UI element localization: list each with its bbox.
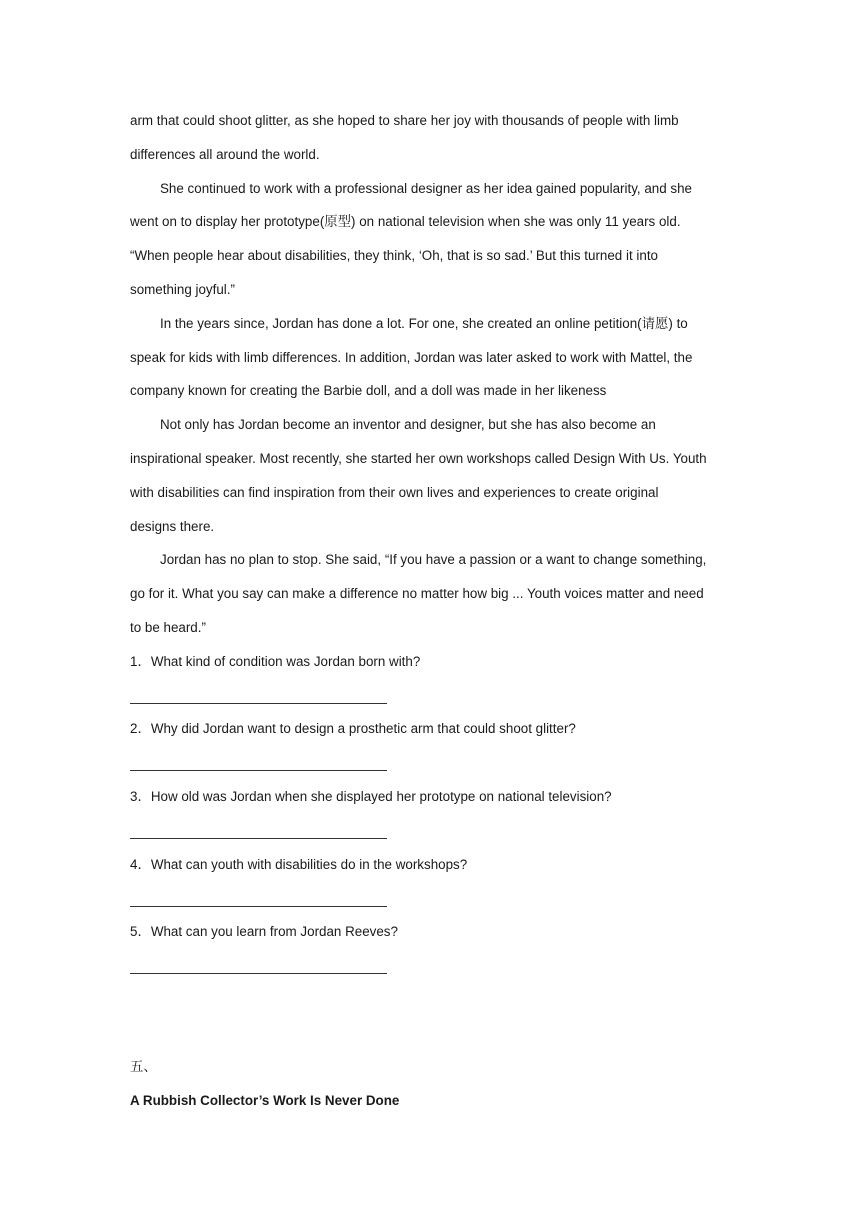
passage-line: inspirational speaker. Most recently, she started her own workshops called Design With Us. Youth <box>130 451 707 466</box>
passage-line: company known for creating the Barbie doll, and a doll was made in her likeness <box>130 383 607 398</box>
passage-line: “When people hear about disabilities, they think, ‘Oh, that is so sad.’ But this turned it into <box>130 248 658 263</box>
answer-blank-1[interactable] <box>130 703 387 704</box>
question-4: 4．What can youth with disabilities do in the workshops? <box>130 857 468 872</box>
passage-line: to be heard.” <box>130 620 206 635</box>
question-1: 1．What kind of condition was Jordan born with? <box>130 654 421 669</box>
passage-line: Jordan has no plan to stop. She said, “If you have a passion or a want to change something, <box>160 552 707 567</box>
passage-line: In the years since, Jordan has done a lot. For one, she created an online petition(请愿) to <box>160 316 688 331</box>
passage-line: something joyful.” <box>130 282 235 297</box>
section-number: 五、 <box>130 1060 157 1075</box>
answer-blank-2[interactable] <box>130 770 387 771</box>
question-2: 2．Why did Jordan want to design a prosthetic arm that could shoot glitter? <box>130 721 576 736</box>
passage-line: designs there. <box>130 519 215 534</box>
passage-line: went on to display her prototype(原型) on national television when she was only 11 years old. <box>130 214 681 229</box>
passage-line: with disabilities can find inspiration from their own lives and experiences to create original <box>130 485 659 500</box>
passage-line: speak for kids with limb differences. In addition, Jordan was later asked to work with Mattel, the <box>130 350 693 365</box>
question-5: 5．What can you learn from Jordan Reeves? <box>130 924 398 939</box>
passage-line: differences all around the world. <box>130 147 320 162</box>
question-3: 3．How old was Jordan when she displayed her prototype on national television? <box>130 789 612 804</box>
passage-line: arm that could shoot glitter, as she hoped to share her joy with thousands of people with limb <box>130 113 679 128</box>
passage-line: She continued to work with a professional designer as her idea gained popularity, and she <box>160 181 692 196</box>
passage-line: go for it. What you say can make a difference no matter how big ... Youth voices matter and need <box>130 586 704 601</box>
passage-line: Not only has Jordan become an inventor and designer, but she has also become an <box>160 417 656 432</box>
answer-blank-3[interactable] <box>130 838 387 839</box>
answer-blank-5[interactable] <box>130 973 387 974</box>
section-title: A Rubbish Collector’s Work Is Never Done <box>130 1093 400 1108</box>
answer-blank-4[interactable] <box>130 906 387 907</box>
